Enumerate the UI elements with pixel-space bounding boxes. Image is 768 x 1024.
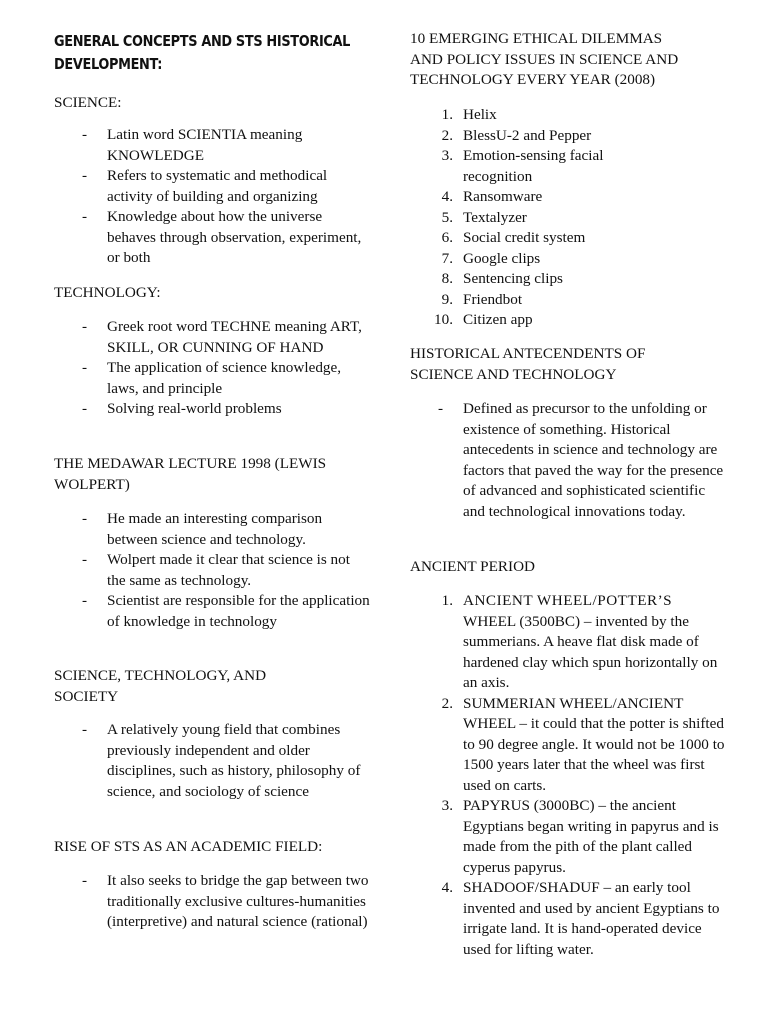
list-item: - Greek root word TECHNE meaning ART, SKILL, OR CUNNING OF HAND (82, 318, 362, 356)
technology-heading: TECHNOLOGY: (54, 284, 161, 301)
list-item: - It also seeks to bridge the gap between two traditionally exclusive cultures-humanities (interpretive) and natural science (rational) (82, 872, 369, 930)
medawar-list (54, 509, 370, 632)
antecedents-list (410, 399, 725, 522)
rise-heading: RISE OF STS AS AN ACADEMIC FIELD: (54, 838, 323, 855)
science-heading: SCIENCE: (54, 94, 122, 111)
dilemmas-heading: 10 EMERGING ETHICAL DILEMMAS AND POLICY ISSUES IN SCIENCE AND TECHNOLOGY EVERY YEAR (2008) (410, 30, 679, 88)
list-item: 7. Google clips (441, 249, 541, 267)
list-item: - Scientist are responsible for the application of knowledge in technology (82, 592, 370, 630)
sts-heading: SCIENCE, TECHNOLOGY, AND SOCIETY (54, 667, 267, 705)
list-item: 8. Sentencing clips (441, 270, 563, 287)
list-item: - Refers to systematic and methodical activity of building and organizing (82, 167, 328, 205)
list-item: - A relatively young field that combines previously independent and older disciplines, such as history, philosophy of science, and sociology of science (82, 721, 361, 800)
list-item: 3. Emotion-sensing facial recognition (441, 147, 604, 185)
list-item: 10. Citizen app (434, 311, 533, 328)
page-title (54, 30, 372, 76)
list-item: - The application of science knowledge, laws, and principle (82, 359, 342, 397)
sts-list (54, 720, 370, 802)
technology-list (54, 317, 370, 420)
list-item: 4. SHADOOF/SHADUF – an early tool invented and used by ancient Egyptians to irrigate land. It is hand-operated device used for lifting water. (441, 879, 720, 958)
antecedents-heading: HISTORICAL ANTECENDENTS OF SCIENCE AND TECHNOLOGY (410, 345, 646, 383)
ancient-list (410, 591, 725, 960)
science-list (54, 125, 370, 269)
list-item: 2. BlessU-2 and Pepper (441, 126, 592, 144)
ancient-heading: ANCIENT PERIOD (410, 558, 536, 575)
list-item: 1. ANCIENT WHEEL/POTTER’S WHEEL (3500BC) – invented by the summerians. A heave flat disk made of hardened clay which spun horizontally on an axis. (441, 592, 718, 691)
list-item: - Latin word SCIENTIA meaning KNOWLEDGE (82, 126, 303, 164)
list-item: - Knowledge about how the universe behaves through observation, experiment, or both (82, 208, 362, 266)
list-item: - Defined as precursor to the unfolding or existence of something. Historical antecedents in science and technology are factors that paved the way for the presence of advanced and sophisticated scientific and technological innovations today. (438, 400, 724, 520)
list-item: 5. Textalyzer (441, 208, 527, 226)
dilemmas-list (410, 105, 725, 331)
title-line-2: DEVELOPMENT: (54, 55, 163, 73)
list-item: 6. Social credit system (441, 229, 586, 246)
list-item: - Wolpert made it clear that science is not the same as technology. (82, 551, 350, 589)
list-item: 2. SUMMERIAN WHEEL/ANCIENT WHEEL – it could that the potter is shifted to 90 degree angle. It would not be 1000 to 1500 years later that the wheel was first used on carts. (441, 694, 725, 794)
list-item: 1. Helix (441, 106, 497, 123)
title-line-1: GENERAL CONCEPTS AND STS HISTORICAL (54, 32, 351, 50)
list-item: - He made an interesting comparison between science and technology. (82, 510, 323, 548)
rise-list (54, 871, 370, 933)
list-item: 3. PAPYRUS (3000BC) – the ancient Egyptians began writing in papyrus and is made from the pith of the plant called cyperus papyrus. (441, 797, 719, 876)
list-item: 9. Friendbot (441, 290, 523, 308)
medawar-heading: THE MEDAWAR LECTURE 1998 (LEWIS WOLPERT) (54, 455, 327, 493)
list-item: 4. Ransomware (441, 188, 543, 205)
list-item: - Solving real-world problems (82, 400, 282, 417)
